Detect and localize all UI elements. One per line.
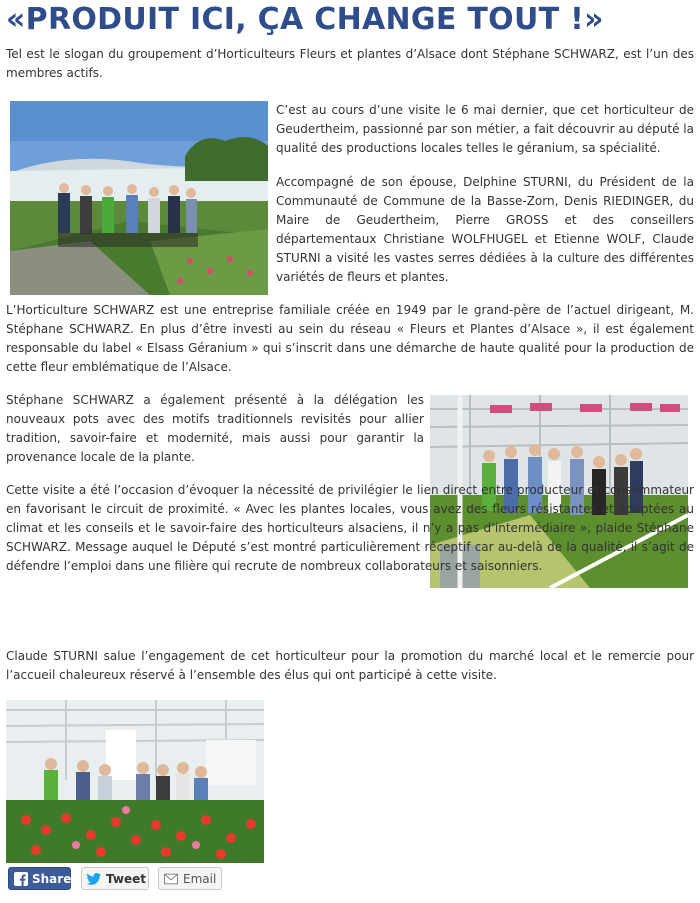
facebook-icon <box>14 872 28 886</box>
paragraph-company: L’Horticulture SCHWARZ est une entreprise familiale créée en 1949 par le grand-père de l’actuel dirigeant, M. Stéphane SCHWARZ. En plus d’être investi au sein du réseau « Fleurs et Plantes d’Alsace », il est également responsable du label « Elsass Géranium » qui s’inscrit dans une démarche de haute qualité pour la production de cette fleur emblématique de l’Alsace. <box>6 303 694 374</box>
paragraph-visit: C’est au cours d’une visite le 6 mai dernier, que cet horticulteur de Geudertheim, passionné par son métier, a fait découvrir au député la qualité des productions locales telles le géranium, sa spécialité. <box>276 103 694 155</box>
twitter-tweet-label: Tweet <box>106 872 146 886</box>
facebook-share-label: Share <box>32 872 72 886</box>
photo-group-outdoor <box>10 101 268 295</box>
facebook-share-button[interactable] <box>8 867 71 890</box>
email-share-label: Email <box>183 872 217 886</box>
paragraph-proximity: Cette visite a été l’occasion d’évoquer la nécessité de privilégier le lien direct entre producteur et consommateur en favorisant le circuit de proximité. « Avec les plantes locales, vous avez des fleurs résistantes et adaptées au climat et les conseils et le savoir-faire des horticulteurs alsaciens, il n’y a pas d’intermédiaire », plaide Stéphane SCHWARZ. Message auquel le Député s’est montré particulièrement réceptif car au-delà de la qualité, il s’agit de défendre l’emploi dans une filière qui recrute de nombreux collaborateurs et saisonniers. <box>6 483 694 573</box>
photo-geraniums-group <box>6 700 264 863</box>
email-share-button[interactable] <box>158 867 222 890</box>
paragraph-intro: Tel est le slogan du groupement d’Horticulteurs Fleurs et plantes d’Alsace dont Stéphane SCHWARZ, est l’un des membres actifs. <box>6 47 694 80</box>
article-title: «PRODUIT ICI, ÇA CHANGE TOUT !» <box>6 2 604 37</box>
paragraph-thanks: Claude STURNI salue l’engagement de cet horticulteur pour la promotion du marché local et le remercie pour l’accueil chaleureux réservé à l’ensemble des élus qui ont participé à cette visite. <box>6 649 694 682</box>
twitter-tweet-button[interactable] <box>81 867 149 890</box>
share-bar <box>8 867 308 892</box>
twitter-bird-icon <box>87 872 101 886</box>
paragraph-pots: Stéphane SCHWARZ a également présenté à la délégation les nouveaux pots avec des motifs traditionnels revisités pour allier tradition, savoir-faire et modernité, mais aussi pour garantir la provenance locale de la plante. <box>6 393 424 464</box>
paragraph-delegation: Accompagné de son épouse, Delphine STURNI, du Président de la Communauté de Commune de la Basse-Zorn, Denis RIEDINGER, du Maire de Geudertheim, Pierre GROSS et des conseillers départementaux Christiane WOLFHUGEL et Etienne WOLF, Claude STURNI a visité les vastes serres dédiées à la culture des différentes variétés de fleurs et plantes. <box>276 175 694 284</box>
envelope-icon <box>164 872 178 886</box>
